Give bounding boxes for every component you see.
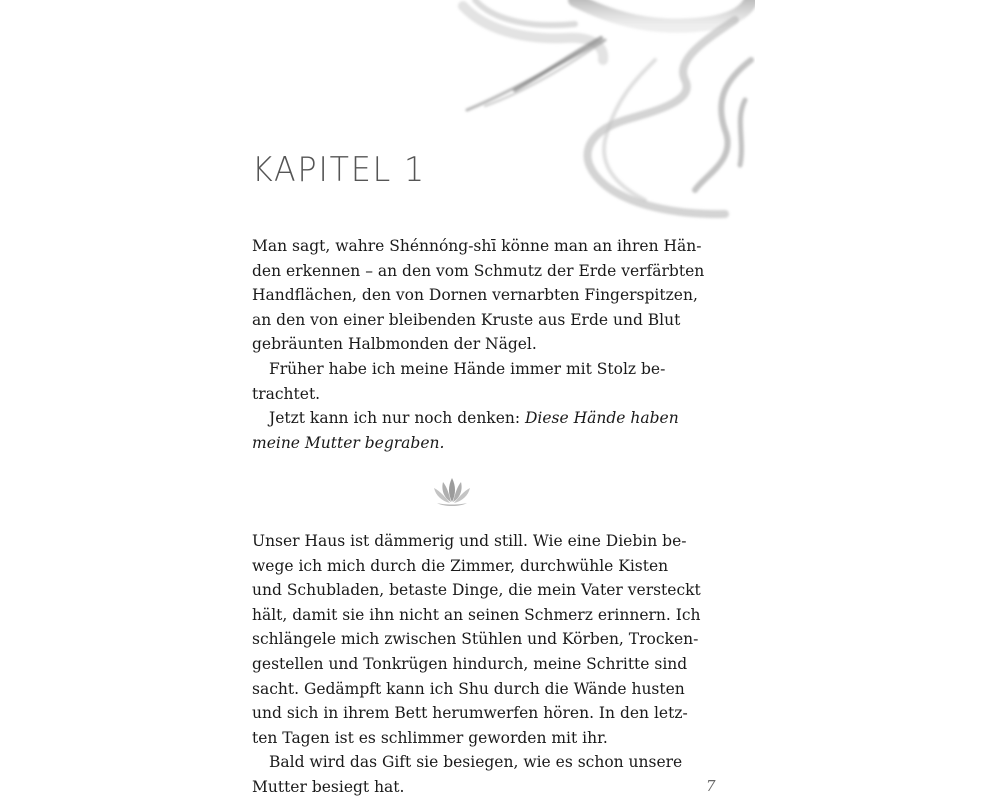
text-line-roman: Jetzt kann ich nur noch denken: — [269, 409, 525, 428]
chapter-heading: KAPITEL 1 — [252, 150, 427, 190]
text-line: gebräunten Halbmonden der Nägel. — [252, 335, 537, 354]
text-line: Bald wird das Gift sie besiegen, wie es schon unsere — [269, 753, 683, 772]
text-line: trachtet. — [252, 384, 321, 403]
ink-brush-swirl-illustration — [455, 0, 755, 225]
text-line: Früher habe ich meine Hände immer mit Stolz be- — [269, 359, 666, 378]
text-line: Unser Haus ist dämmerig und still. Wie eine Diebin be- — [252, 532, 687, 550]
text-line: den erkennen – an den vom Schmutz der Erde verfärbten — [252, 261, 705, 280]
text-line — [252, 431, 652, 456]
text-line: gestellen und Tonkrügen hindurch, meine Schritte sind — [252, 654, 688, 673]
lotus-ornament-icon — [429, 474, 475, 510]
text-line: Handflächen, den von Dornen vernarbten Fingerspitzen, — [252, 286, 698, 305]
text-line: Man sagt, wahre Shénnóng-shī könne man an ihren Hän- — [252, 237, 702, 255]
text-line: und Schubladen, betaste Dinge, die mein Vater versteckt — [252, 581, 701, 600]
text-line: hält, damit sie ihn nicht an seinen Schmerz erinnern. Ich — [252, 605, 701, 624]
text-line: sacht. Gedämpft kann ich Shu durch die Wände husten — [252, 679, 685, 698]
text-line: Mutter besiegt hat. — [252, 777, 405, 796]
text-line: und sich in ihrem Bett herumwerfen hören. In den letz- — [252, 704, 688, 723]
section-1-text — [252, 234, 705, 455]
page-number: 7 — [706, 777, 716, 795]
text-line: wege ich mich durch die Zimmer, durchwühle Kisten — [252, 556, 669, 575]
section-2-text — [252, 529, 701, 800]
text-line: schlängele mich zwischen Stühlen und Körben, Trocken- — [252, 630, 699, 649]
text-line-italic: meine Mutter begraben. — [252, 433, 445, 452]
text-line: ten Tagen ist es schlimmer geworden mit ihr. — [252, 728, 608, 747]
text-line-italic: Diese Hände haben — [525, 409, 679, 428]
text-line-mixed — [252, 406, 679, 431]
text-line: an den von einer bleibenden Kruste aus Erde und Blut — [252, 310, 681, 329]
